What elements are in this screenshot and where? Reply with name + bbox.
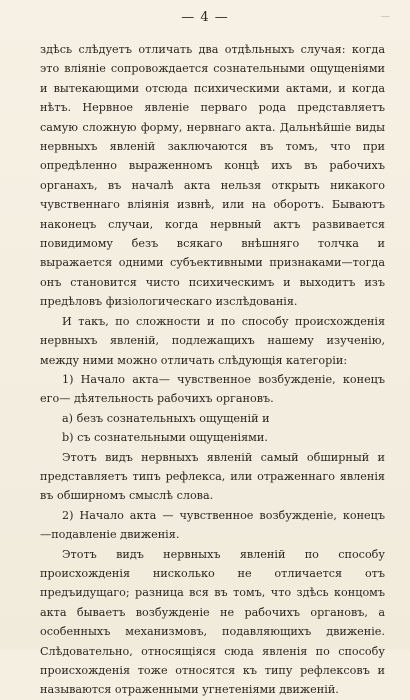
paragraph-category-1: 1) Начало акта— чувственное возбужденіе, конецъ его— дѣятельность рабочихъ органовъ. (40, 372, 385, 406)
paragraph-categories-intro: И такъ, по сложности и по способу происхожденія нервныхъ явленій, подлежащихъ нашему изученію, между ними можно отличать слѣдующія категоріи: (40, 314, 385, 367)
page-body (40, 40, 385, 700)
paragraph-continuation: здѣсь слѣдуетъ отличать два отдѣльныхъ случая: когда это вліяніе сопровождается сознательными ощущеніями и вытекающими отсюда психическими актами, и когда нѣтъ. Нервное явленіе перваго рода представляетъ самую сложную форму, нервнаго акта. Дальнѣйшіе виды нервныхъ явленій заключаются въ томъ, что при опредѣленно выраженномъ концѣ ихъ въ рабочихъ органахъ, въ началѣ акта нельзя открыть никакого чувственнаго вліянія извнѣ, или на оборотъ. Бываютъ наконецъ случаи, когда нервный актъ развивается повидимому безъ всякаго внѣшняго толчка и выражается одними субъективными признаками—тогда онъ становится чисто психическимъ и выходитъ изъ предѣловъ физіологическаго изслѣдованія. (40, 43, 385, 309)
page-number: — 4 — (181, 10, 229, 25)
subcase-b: b) съ сознательными ощущеніями. (62, 431, 268, 445)
corner-mark: — (381, 12, 390, 22)
subcase-a: а) безъ сознательныхъ ощущеній и (62, 411, 270, 425)
paragraph-reflex-type: Этотъ видъ нервныхъ явленій самый обширный и представляетъ типъ рефлекса, или отраженнаго явленія въ обширномъ смыслѣ слова. (40, 450, 385, 503)
paragraph-inhibition: Этотъ видъ нервныхъ явленій по способу происхожденія нисколько не отличается отъ предъидущаго; разница вся въ томъ, что здѣсь концомъ акта бываетъ возбужденіе не рабочихъ органовъ, а особенныхъ механизмовъ, подавляющихъ движеніе. Слѣдовательно, относящіяся сюда явленія по способу происхожденія тоже относятся къ типу рефлексовъ и называются отраженными угнетеніями движеній. (40, 547, 385, 697)
paragraph-category-2: 2) Начало акта — чувственное возбужденіе, конецъ —подавленіе движенія. (40, 508, 385, 542)
